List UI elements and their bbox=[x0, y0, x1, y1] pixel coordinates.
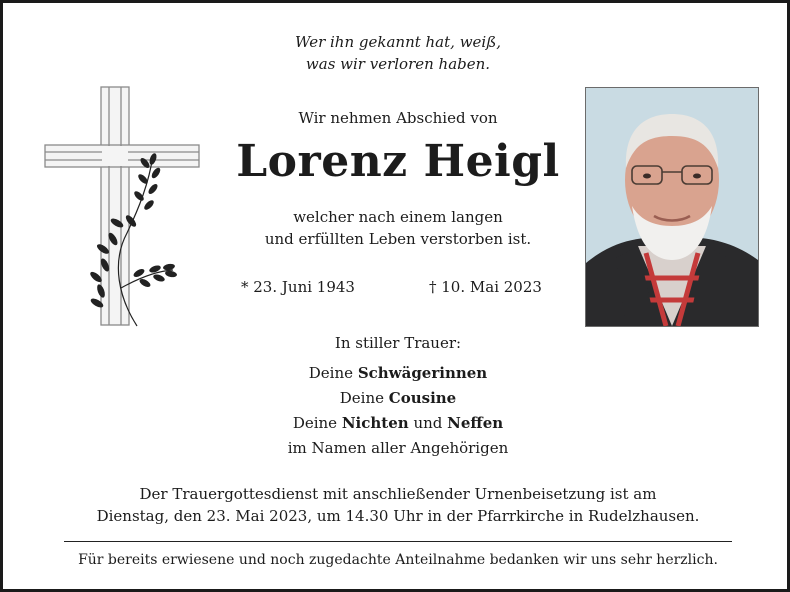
mourner-prefix: Deine bbox=[292, 414, 338, 432]
intro-text: Wir nehmen Abschied von bbox=[298, 109, 498, 127]
quote-line-1: Wer ihn gekannt hat, weiß, bbox=[295, 33, 501, 51]
portrait-image bbox=[586, 88, 758, 326]
mourner-line-cousin bbox=[3, 387, 790, 409]
death-date: † 10. Mai 2023 bbox=[429, 278, 542, 296]
mourning-heading: In stiller Trauer: bbox=[334, 334, 462, 352]
life-line-2: und erfüllten Leben verstorben ist. bbox=[264, 230, 532, 248]
birth-date: * 23. Juni 1943 bbox=[241, 278, 355, 296]
mourner-nephews: Neffen bbox=[447, 414, 504, 432]
quote-line-2: was wir verloren haben. bbox=[305, 55, 491, 73]
mourner-prefix: Deine bbox=[308, 364, 354, 382]
mourner-prefix: Deine bbox=[339, 389, 384, 407]
service-line-2: Dienstag, den 23. Mai 2023, um 14.30 Uhr in der Pfarrkirche in Rudelzhausen. bbox=[96, 507, 700, 525]
mourner-and: und bbox=[413, 414, 443, 432]
life-line-1: welcher nach einem langen bbox=[293, 208, 503, 226]
memorial-quote bbox=[3, 31, 790, 75]
divider bbox=[64, 541, 732, 542]
mourner-sisters-in-law: Schwägerinnen bbox=[357, 364, 488, 382]
mourner-line-nieces-nephews bbox=[3, 412, 790, 434]
mourner-cousin: Cousine bbox=[388, 389, 457, 407]
thanks-text: Für bereits erwiesene und noch zugedachte Anteilnahme bedanken wir uns sehr herzlich. bbox=[78, 552, 718, 568]
mourner-line-sisters-in-law bbox=[3, 362, 790, 384]
portrait-photo bbox=[585, 87, 759, 327]
mourner-nieces: Nichten bbox=[341, 414, 409, 432]
service-line-1: Der Trauergottesdienst mit anschließender Urnenbeisetzung ist am bbox=[139, 485, 657, 503]
mourner-line-relatives: im Namen aller Angehörigen bbox=[287, 439, 509, 457]
deceased-name: Lorenz Heigl bbox=[236, 136, 560, 187]
service-info bbox=[3, 483, 790, 527]
cross-with-palm-branch-icon bbox=[41, 83, 203, 331]
